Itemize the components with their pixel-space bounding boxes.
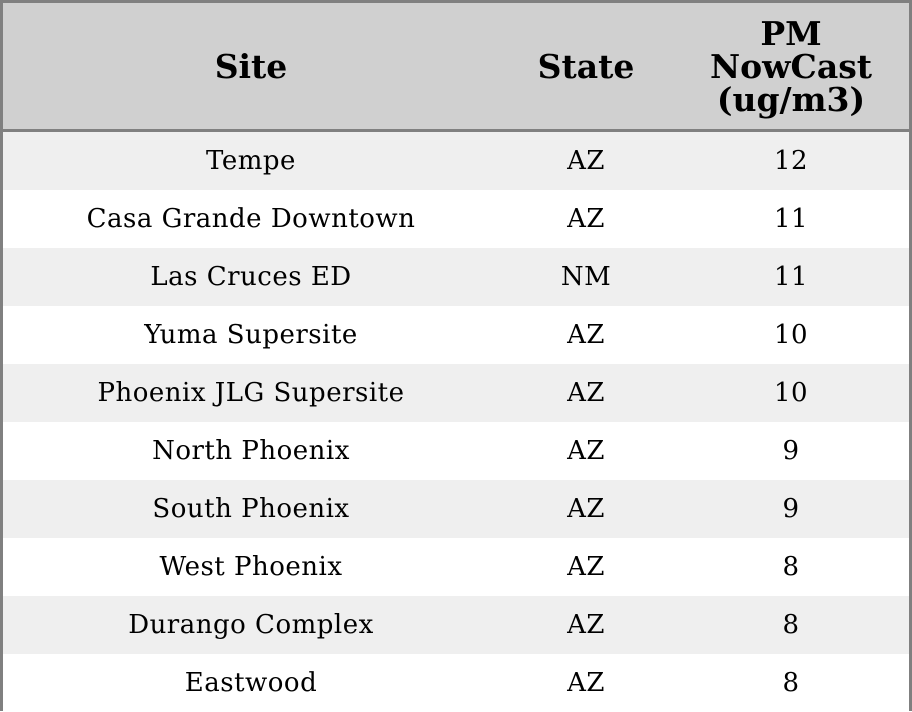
cell-state: AZ (567, 494, 605, 524)
table-row (3, 480, 909, 538)
cell-site: South Phoenix (152, 494, 350, 524)
table-row (3, 306, 909, 364)
cell-pm-nowcast: 8 (782, 610, 800, 640)
cell-site: Durango Complex (128, 610, 374, 640)
header-pm-line-1: PM (760, 13, 822, 53)
table-row (3, 538, 909, 596)
header-pm-line-2: NowCast (709, 46, 873, 86)
cell-pm-nowcast: 9 (782, 436, 800, 466)
header-site: Site (214, 46, 288, 86)
cell-state: AZ (567, 204, 605, 234)
table-row (3, 248, 909, 306)
cell-pm-nowcast: 11 (773, 262, 809, 292)
cell-site: Yuma Supersite (144, 320, 358, 350)
cell-pm-nowcast: 10 (773, 378, 809, 408)
table-row (3, 422, 909, 480)
table-row (3, 596, 909, 654)
cell-site: Phoenix JLG Supersite (97, 378, 405, 408)
cell-state: AZ (567, 552, 605, 582)
table-header (3, 3, 909, 132)
header-state: State (537, 46, 635, 86)
cell-site: Casa Grande Downtown (86, 204, 416, 234)
cell-state: AZ (567, 668, 605, 698)
cell-pm-nowcast: 10 (773, 320, 809, 350)
cell-pm-nowcast: 8 (782, 552, 800, 582)
cell-state: AZ (567, 610, 605, 640)
cell-site: West Phoenix (159, 552, 343, 582)
header-pm-line-3: (ug/m3) (716, 79, 866, 119)
header-pm-nowcast (673, 3, 909, 129)
cell-pm-nowcast: 11 (773, 204, 809, 234)
cell-pm-nowcast: 12 (773, 146, 809, 176)
table-row (3, 190, 909, 248)
cell-site: Eastwood (184, 668, 318, 698)
cell-site: Tempe (206, 146, 296, 176)
cell-site: North Phoenix (152, 436, 350, 466)
cell-site: Las Cruces ED (150, 262, 352, 292)
cell-state: AZ (567, 378, 605, 408)
cell-pm-nowcast: 8 (782, 668, 800, 698)
cell-pm-nowcast: 9 (782, 494, 800, 524)
cell-state: AZ (567, 436, 605, 466)
table-row (3, 364, 909, 422)
table-row (3, 654, 909, 712)
cell-state: AZ (567, 320, 605, 350)
cell-state: NM (560, 262, 612, 292)
table-row (3, 132, 909, 190)
table-body (3, 132, 909, 708)
cell-state: AZ (567, 146, 605, 176)
